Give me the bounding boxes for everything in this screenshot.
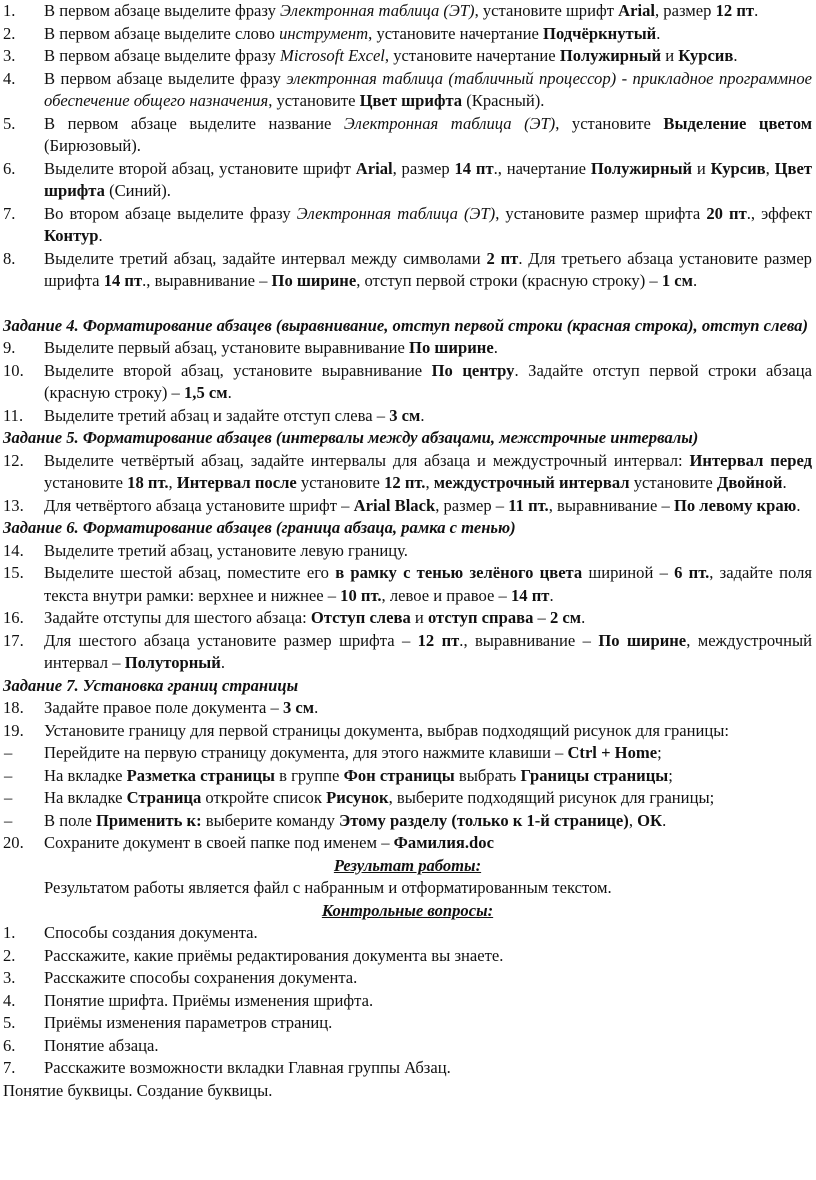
bold-text: 11 пт.	[508, 495, 549, 515]
bold-text: По ширине	[271, 271, 357, 290]
bold-text: междустрочный интервал	[433, 473, 630, 492]
item-number: 17.	[3, 630, 24, 650]
item-number: –	[4, 765, 13, 785]
bold-text: Применить к:	[95, 810, 202, 830]
task-list-5	[3, 450, 812, 518]
text: Выделите третий абзац, задайте интервал между символами	[44, 248, 487, 268]
text: , задайте поля текста внутри рамки: верхнее и нижнее –	[44, 563, 813, 605]
item-number: 6.	[3, 1035, 16, 1055]
bold-text: Фон страницы	[343, 765, 455, 785]
final-line: Понятие буквицы. Создание буквицы.	[3, 1080, 273, 1100]
bold-text: По ширине	[409, 338, 494, 357]
bold-text: Arial	[618, 1, 655, 20]
heading-task-7: Задание 7. Установка границ страницы	[3, 675, 299, 695]
text: В первом абзаце выделите фразу	[44, 1, 281, 20]
question-text: Приёмы изменения параметров страниц.	[44, 1013, 333, 1032]
text: .	[549, 585, 554, 605]
text: Выделите третий абзац, установите левую границу.	[44, 540, 408, 560]
text: , размер	[655, 1, 716, 20]
question-text: Понятие абзаца.	[44, 1035, 159, 1055]
text: .	[220, 653, 225, 672]
question-item	[3, 1012, 812, 1035]
item-number: 3.	[3, 968, 16, 987]
heading-task-4: Задание 4. Форматирование абзацев (выравнивание, отступ первой строки (красная строка), отступ слева)	[3, 315, 808, 335]
text: .	[754, 1, 759, 20]
item-number: 16.	[3, 608, 24, 627]
item-number: 10.	[3, 360, 24, 380]
text: Перейдите на первую страницу документа, для этого нажмите клавиши –	[44, 743, 568, 762]
bold-text: Разметка страницы	[126, 765, 275, 785]
question-item	[3, 1035, 812, 1058]
bold-text: Цвет шрифта	[44, 158, 812, 200]
text: ., выравнивание –	[142, 271, 272, 290]
task-list-4	[3, 337, 812, 427]
heading-task-5: Задание 5. Форматирование абзацев (интервалы между абзацами, межстрочные интервалы)	[3, 428, 699, 447]
bold-text: Двойной	[716, 473, 783, 492]
questions-title: Контрольные вопросы:	[321, 900, 494, 920]
text: установите	[296, 473, 385, 492]
item-number: 7.	[3, 1058, 16, 1077]
bold-text: Отступ слева	[310, 608, 411, 627]
bold-text: ОК	[637, 810, 663, 830]
list-item	[3, 810, 812, 833]
bold-text: По центру	[431, 360, 515, 380]
text: Выделите четвёртый абзац, задайте интервалы для абзаца и междустрочный интервал:	[44, 450, 690, 470]
text: . Для третьего абзаца установите размер шрифта	[44, 248, 812, 290]
text: .	[314, 698, 319, 717]
text: , междустрочный интервал –	[44, 630, 813, 672]
italic-text: электронная таблица (табличный процессор) - прикладное программное обеспечение общего назначения	[44, 68, 812, 110]
bold-text: 1 см	[661, 271, 693, 290]
item-number: 14.	[3, 540, 24, 560]
text: В первом абзаце выделите фразу	[44, 46, 281, 65]
text: Выделите второй абзац, установите выравнивание	[44, 360, 432, 380]
text: , выравнивание –	[548, 495, 674, 515]
text: ., начертание	[493, 158, 591, 178]
list-item	[3, 68, 812, 113]
list-item	[3, 45, 812, 68]
text: выберите команду	[201, 810, 340, 830]
bold-text: Интервал после	[176, 473, 297, 492]
heading-task-6: Задание 6. Форматирование абзацев (граница абзаца, рамка с тенью)	[3, 518, 516, 537]
text: .	[227, 383, 232, 402]
result-title: Результат работы:	[333, 855, 482, 875]
item-number: 5.	[3, 113, 16, 133]
bold-text: По левому краю	[673, 495, 797, 515]
question-text: Способы создания документа.	[44, 923, 258, 942]
bold-text: 20 пт	[706, 203, 747, 223]
list-item	[3, 405, 812, 428]
list-item	[3, 360, 812, 405]
text: В первом абзаце выделите фразу	[44, 68, 287, 88]
task-list-7	[3, 697, 812, 855]
item-number: –	[4, 743, 13, 762]
text: Выделите первый абзац, установите выравнивание	[44, 338, 410, 357]
list-item	[3, 765, 812, 788]
text: , отступ первой строки (красную строку) –	[356, 271, 662, 290]
bold-text: 12 пт.	[384, 473, 426, 492]
italic-text: Электронная таблица (ЭТ)	[296, 203, 496, 223]
item-number: 1.	[3, 1, 16, 20]
text: Выделите третий абзац и задайте отступ слева –	[44, 405, 390, 425]
bold-text: Arial	[355, 158, 393, 178]
text: Задайте отступы для шестого абзаца:	[44, 608, 311, 627]
text: .	[733, 46, 738, 65]
task-list-1-8	[3, 0, 812, 293]
text: Выделите шестой абзац, поместите его	[44, 563, 336, 582]
list-item	[3, 113, 812, 158]
list-item	[3, 540, 812, 563]
text: откройте список	[201, 788, 327, 807]
bold-text: Этому разделу (только к 1-й странице)	[339, 810, 629, 830]
text: .	[656, 23, 661, 43]
text: , выберите подходящий рисунок для границы;	[388, 788, 715, 807]
text: ;	[668, 765, 673, 785]
bold-text: отступ справа	[427, 608, 534, 627]
text: .	[782, 473, 787, 492]
bold-text: По ширине	[598, 630, 687, 650]
item-number: –	[4, 788, 13, 807]
text: , размер –	[435, 495, 509, 515]
item-number: 7.	[3, 203, 16, 223]
text: , левое и правое –	[381, 585, 511, 605]
question-item	[3, 1057, 812, 1080]
item-number: 8.	[3, 248, 16, 268]
text: , установите	[268, 91, 360, 110]
bold-text: 10 пт.	[340, 585, 382, 605]
item-number: 19.	[3, 720, 24, 740]
text: выбрать	[454, 765, 521, 785]
text: .	[493, 338, 498, 357]
bold-text: Контур	[44, 226, 99, 245]
text: В поле	[44, 810, 96, 830]
bold-text: 1,5 см	[184, 383, 228, 402]
bold-text: 6 пт.	[674, 563, 710, 582]
text: ;	[657, 743, 662, 762]
text: , установите начертание	[368, 23, 544, 43]
list-item	[3, 450, 812, 495]
text: и	[410, 608, 428, 627]
list-item	[3, 23, 812, 46]
list-item	[3, 630, 812, 675]
text: Для четвёртого абзаца установите шрифт –	[44, 495, 354, 515]
text: –	[533, 608, 550, 627]
text: ,	[765, 158, 775, 178]
text: , установите размер шрифта	[495, 203, 707, 223]
item-number: 1.	[3, 923, 16, 942]
item-number: 4.	[3, 990, 16, 1010]
text: и	[692, 158, 711, 178]
list-item	[3, 495, 812, 518]
bold-text: Рисунок	[326, 788, 389, 807]
text: ,	[168, 473, 177, 492]
bold-text: Arial Black	[353, 495, 436, 515]
question-text: Расскажите способы сохранения документа.	[44, 968, 358, 987]
text: .	[692, 271, 698, 290]
item-number: 12.	[3, 450, 24, 470]
text: Установите границу для первой страницы документа, выбрав подходящий рисунок для границы:	[44, 720, 730, 740]
text: установите	[44, 473, 128, 492]
item-number: 4.	[3, 68, 16, 88]
question-text: Понятие шрифта. Приёмы изменения шрифта.	[44, 990, 374, 1010]
text: На вкладке	[44, 788, 127, 807]
text: .	[98, 226, 103, 245]
question-item	[3, 945, 812, 968]
text: , установите шрифт	[474, 1, 619, 20]
bold-text: Полуторный	[124, 653, 221, 672]
text: (Красный).	[462, 91, 545, 110]
italic-text: Электронная таблица (ЭТ)	[343, 113, 556, 133]
text: шириной –	[582, 563, 675, 582]
list-item	[3, 832, 812, 855]
list-item	[3, 562, 812, 607]
item-number: 20.	[3, 833, 24, 852]
text: Задайте правое поле документа –	[44, 698, 283, 717]
list-item	[3, 607, 812, 630]
list-item	[3, 203, 812, 248]
text: .	[662, 810, 667, 830]
task-list-6	[3, 540, 812, 675]
question-text: Расскажите возможности вкладки Главная группы Абзац.	[44, 1058, 451, 1077]
bold-text: Фамилия.doc	[393, 833, 494, 852]
text: ,	[628, 810, 638, 830]
question-item	[3, 922, 812, 945]
text: ,	[425, 473, 434, 492]
list-item	[3, 787, 812, 810]
bold-text: 12 пт	[715, 1, 755, 20]
bold-text: Цвет шрифта	[359, 91, 463, 110]
spacer	[3, 293, 812, 315]
item-number: 9.	[3, 338, 16, 357]
list-item	[3, 742, 812, 765]
item-number: 13.	[3, 495, 24, 515]
bold-text: 18 пт.	[127, 473, 169, 492]
text: В первом абзаце выделите слово	[44, 23, 280, 43]
item-number: 5.	[3, 1013, 16, 1032]
text: установите	[629, 473, 717, 492]
item-number: 18.	[3, 698, 24, 717]
text: На вкладке	[44, 765, 127, 785]
text: . Задайте отступ первой строки абзаца (красную строку) –	[44, 360, 812, 402]
text: , размер	[392, 158, 455, 178]
result-text: Результатом работы является файл с набранным и отформатированным текстом.	[44, 878, 612, 897]
list-item	[3, 720, 812, 743]
item-number: 15.	[3, 563, 24, 582]
bold-text: Подчёркнутый	[543, 23, 657, 43]
text: , установите	[555, 113, 664, 133]
bold-text: 3 см	[389, 405, 421, 425]
text: .	[581, 608, 586, 627]
text: .	[420, 405, 425, 425]
bold-text: Границы страницы	[520, 765, 669, 785]
italic-text: Электронная таблица (ЭТ)	[280, 1, 475, 20]
bold-text: 3 см	[282, 698, 315, 717]
bold-text: Курсив	[678, 46, 734, 65]
bold-text: Курсив	[710, 158, 766, 178]
text: В первом абзаце выделите название	[44, 113, 344, 133]
bold-text: в рамку с тенью зелёного цвета	[335, 563, 583, 582]
item-number: 6.	[3, 158, 16, 178]
bold-text: Полужирный	[559, 46, 662, 65]
text: ., выравнивание –	[459, 630, 599, 650]
list-item	[3, 337, 812, 360]
text: .	[796, 495, 801, 515]
text: ., эффект	[746, 203, 812, 223]
text: и	[661, 46, 679, 65]
text: , установите начертание	[384, 46, 560, 65]
list-item	[3, 0, 812, 23]
item-number: –	[4, 810, 13, 830]
item-number: 3.	[3, 46, 16, 65]
bold-text: 2 пт	[486, 248, 519, 268]
text: Выделите второй абзац, установите шрифт	[44, 158, 356, 178]
bold-text: 12 пт	[417, 630, 460, 650]
bold-text: 14 пт	[510, 585, 550, 605]
text: (Бирюзовый).	[44, 136, 141, 155]
bold-text: Ctrl + Home	[567, 743, 658, 762]
bold-text: 2 см	[549, 608, 582, 627]
questions-list	[3, 922, 812, 1080]
item-number: 2.	[3, 23, 16, 43]
item-number: 2.	[3, 945, 16, 965]
text: Во втором абзаце выделите фразу	[44, 203, 297, 223]
question-item	[3, 967, 812, 990]
bold-text: Интервал перед	[689, 450, 812, 470]
list-item	[3, 158, 812, 203]
bold-text: Выделение цветом	[663, 113, 812, 133]
bold-text: 14 пт	[454, 158, 494, 178]
list-item	[3, 248, 812, 293]
item-number: 11.	[3, 405, 24, 425]
bold-text: Полужирный	[590, 158, 693, 178]
bold-text: Страница	[126, 788, 202, 807]
list-item	[3, 697, 812, 720]
text: в группе	[274, 765, 344, 785]
question-text: Расскажите, какие приёмы редактирования документа вы знаете.	[44, 945, 504, 965]
italic-text: инструмент	[279, 23, 369, 43]
bold-text: 14 пт	[103, 271, 143, 290]
question-item	[3, 990, 812, 1013]
italic-text: Microsoft Excel	[280, 46, 385, 65]
text: Сохраните документ в своей папке под именем –	[44, 833, 394, 852]
text: (Синий).	[104, 181, 171, 200]
text: Для шестого абзаца установите размер шрифта –	[44, 630, 418, 650]
